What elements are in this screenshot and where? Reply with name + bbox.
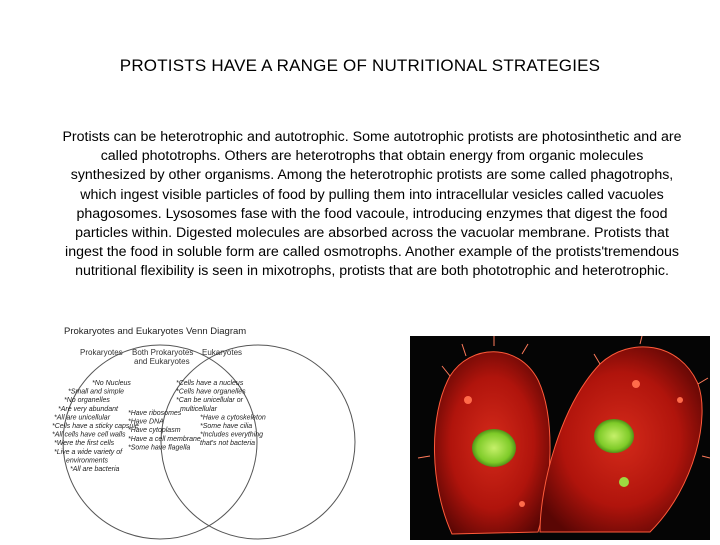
venn-item: *All cells have cell walls <box>52 431 126 439</box>
venn-item: *Have ribosomes <box>128 410 182 417</box>
venn-item: *Have a cytoskeleton <box>200 414 266 422</box>
protist-micrograph-image <box>410 336 710 540</box>
venn-diagram-image <box>40 322 410 540</box>
venn-item: multicellular <box>180 405 217 413</box>
venn-item: that's not bacteria <box>200 440 256 448</box>
venn-item: *Some have cilia <box>200 423 253 430</box>
venn-item: *Small and simple <box>68 388 125 396</box>
venn-item: *Have a cell membrane <box>128 435 201 443</box>
venn-item: *Includes everything <box>200 431 264 439</box>
venn-item: *No organelles <box>64 397 110 405</box>
venn-item: *Live a wide variety of <box>54 448 123 456</box>
venn-item: *Cells have a sticky capsule <box>52 423 139 430</box>
venn-item: *All are bacteria <box>70 466 120 473</box>
venn-middle-items <box>128 410 201 451</box>
venn-left-heading: Prokaryotes <box>80 348 123 357</box>
nucleus-left-shape <box>472 429 516 467</box>
nucleus-right-shape <box>594 419 634 453</box>
venn-item: *Can be unicellular or <box>176 397 243 405</box>
venn-item: *Some have flagella <box>128 444 191 452</box>
venn-item: *No Nucleus <box>92 380 131 387</box>
slide-title: PROTISTS HAVE A RANGE OF NUTRITIONAL STRATEGIES <box>119 56 601 75</box>
venn-item: *All are unicellular <box>54 414 111 422</box>
venn-middle-heading-1: Both Prokaryotes <box>132 348 194 357</box>
venn-left-items <box>52 380 139 473</box>
venn-item: *Cells have a nucleus <box>176 380 244 387</box>
venn-item: *Are very abundant <box>58 405 118 413</box>
venn-middle-heading-2: and Eukaryotes <box>134 357 190 366</box>
venn-item: *Have cytoplasm <box>128 427 181 435</box>
venn-title: Prokaryotes and Eukaryotes Venn Diagram <box>64 326 247 337</box>
slide-body-text: Protists can be heterotrophic and autotrophic. Some autotrophic protists are photosinthetic and are called phototrophs. Others are heterotrophs that obtain energy from organic molecules synthesized by other organisms. Among the heterotrophic protists are some called phagotrophs, which ingest visible particles of food by pulling them into intracellular vesicles called vacuoles phagosomes. Lysosomes fase with the food vacoule, introducing enzymes that digest the food particles within. Digested molecules are absorbed across the vacuolar membrane. Protists that ingest the food in soluble form are called osmotrophs. Another example of the protists'tremendous nutritional flexibility is seen in mixotrophs, protists that are both phototrophic and heterotrophic. <box>62 129 682 280</box>
venn-item: environments <box>66 457 109 465</box>
venn-right-heading: Eukaryotes <box>202 348 243 357</box>
venn-item: *Cells have organelles <box>176 388 246 396</box>
venn-item: *Were the first cells <box>54 440 115 448</box>
venn-item: *Have DNA <box>128 418 164 426</box>
